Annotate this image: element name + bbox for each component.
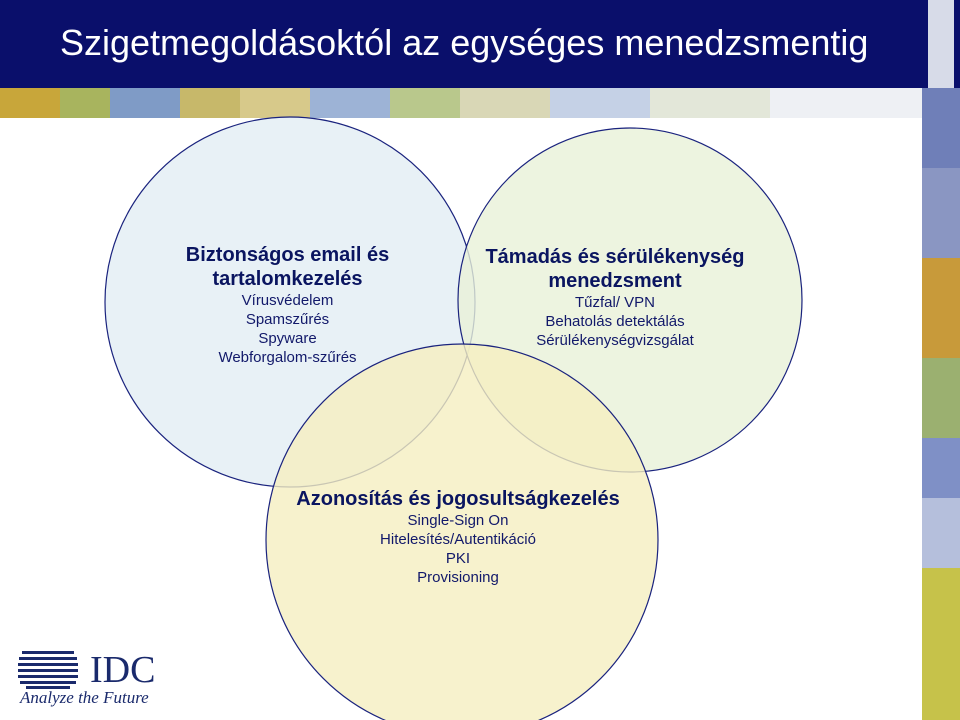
circle-left-heading-2: tartalomkezelés (212, 268, 363, 290)
circle-right-item: Behatolás detektálás (545, 313, 685, 330)
circle-bottom-item: PKI (445, 550, 471, 567)
circle-bottom-item: Hitelesítés/Autentikáció (380, 531, 536, 548)
circle-left-text (165, 243, 410, 367)
circle-bottom-item: Provisioning (417, 569, 499, 586)
circle-bottom-item: Single-Sign On (407, 512, 509, 529)
circle-left-item: Spamszűrés (245, 311, 330, 328)
idc-logo-text: IDC (90, 649, 156, 691)
circle-bottom-text (272, 487, 644, 587)
circle-left-item: Webforgalom-szűrés (218, 349, 357, 366)
circle-left-item: Spyware (258, 330, 317, 347)
circle-right-item: Tűzfal/ VPN (574, 294, 656, 311)
circle-left-item: Vírusvédelem (241, 292, 334, 309)
circle-bottom-heading: Azonosítás és jogosultságkezelés (296, 488, 620, 510)
header-corner-block (922, 0, 960, 88)
circle-right-text (470, 245, 760, 350)
idc-globe-icon (18, 650, 78, 690)
slide-title: Szigetmegoldásoktól az egységes menedzsmentig (60, 22, 869, 63)
circle-right-heading-2: menedzsment (548, 270, 682, 292)
circle-left-heading-1: Biztonságos email és (185, 244, 390, 266)
circle-right-heading-1: Támadás és sérülékenység (485, 246, 745, 268)
idc-tagline: Analyze the Future (20, 688, 149, 707)
idc-logo (18, 650, 158, 710)
decorative-right-strip (922, 88, 960, 720)
circle-right-item: Sérülékenységvizsgálat (536, 332, 694, 349)
